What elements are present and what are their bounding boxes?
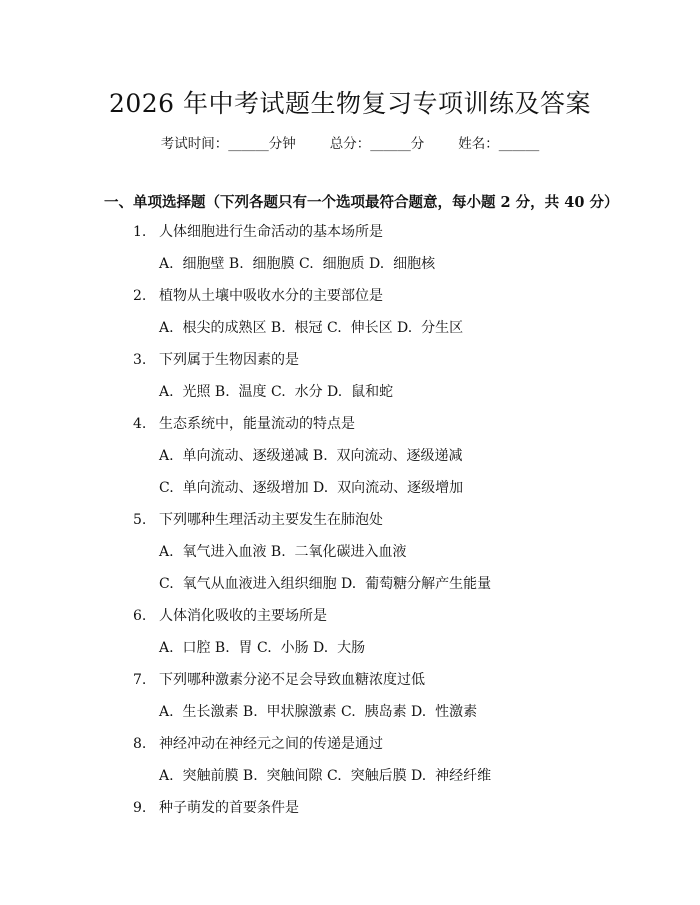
question-stem — [0, 350, 700, 382]
question-options: A. 单向流动、逐级递减 B. 双向流动、逐级递减 — [159, 448, 463, 464]
question-options: A. 生长激素 B. 甲状腺激素 C. 胰岛素 D. 性激素 — [159, 704, 478, 720]
question-item — [0, 350, 700, 414]
question-number: 9. — [133, 800, 147, 816]
question-stem — [0, 414, 700, 446]
question-item — [0, 734, 700, 798]
question-number: 7. — [133, 672, 147, 688]
question-options: A. 突触前膜 B. 突触间隙 C. 突触后膜 D. 神经纤维 — [159, 768, 492, 784]
question-stem — [0, 222, 700, 254]
question-number: 4. — [133, 416, 147, 432]
question-text: 下列属于生物因素的是 — [159, 352, 299, 368]
question-item — [0, 222, 700, 286]
total-score-field: 总分：______分 — [329, 136, 425, 152]
question-item — [0, 510, 700, 606]
section-title: 一、单项选择题（下列各题只有一个选项最符合题意，每小题 2 分，共 40 分） — [104, 194, 619, 211]
question-options: A. 光照 B. 温度 C. 水分 D. 鼠和蛇 — [159, 384, 394, 400]
question-stem — [0, 734, 700, 766]
page-title: 2026 年中考试题生物复习专项训练及答案 — [108, 89, 592, 118]
question-options: A. 根尖的成熟区 B. 根冠 C. 伸长区 D. 分生区 — [159, 320, 464, 336]
exam-time-field: 考试时间：______分钟 — [160, 136, 296, 152]
question-options: C. 单向流动、逐级增加 D. 双向流动、逐级增加 — [159, 480, 464, 496]
question-number: 2. — [133, 288, 147, 304]
question-text: 种子萌发的首要条件是 — [159, 800, 299, 816]
question-stem — [0, 670, 700, 702]
student-name-field: 姓名：______ — [458, 136, 540, 152]
question-item — [0, 606, 700, 670]
question-stem — [0, 606, 700, 638]
question-options: A. 口腔 B. 胃 C. 小肠 D. 大肠 — [159, 640, 366, 656]
question-options: A. 氧气进入血液 B. 二氧化碳进入血液 — [159, 544, 407, 560]
question-number: 8. — [133, 736, 147, 752]
question-text: 下列哪种激素分泌不足会导致血糖浓度过低 — [159, 672, 425, 688]
question-text: 人体细胞进行生命活动的基本场所是 — [159, 224, 383, 240]
question-text: 神经冲动在神经元之间的传递是通过 — [159, 736, 383, 752]
question-item — [0, 286, 700, 350]
question-item — [0, 414, 700, 510]
question-options: A. 细胞壁 B. 细胞膜 C. 细胞质 D. 细胞核 — [159, 256, 436, 272]
question-stem — [0, 798, 700, 830]
question-stem — [0, 510, 700, 542]
question-number: 6. — [133, 608, 147, 624]
question-item — [0, 670, 700, 734]
question-text: 人体消化吸收的主要场所是 — [159, 608, 327, 624]
question-number: 5. — [133, 512, 147, 528]
question-text: 下列哪种生理活动主要发生在肺泡处 — [159, 512, 383, 528]
exam-meta — [0, 132, 700, 152]
question-text: 生态系统中，能量流动的特点是 — [159, 416, 355, 432]
question-item — [0, 798, 700, 830]
question-options: C. 氧气从血液进入组织细胞 D. 葡萄糖分解产生能量 — [159, 576, 492, 592]
question-list — [0, 222, 700, 830]
question-number: 1. — [133, 224, 147, 240]
question-stem — [0, 286, 700, 318]
question-number: 3. — [133, 352, 147, 368]
question-text: 植物从土壤中吸收水分的主要部位是 — [159, 288, 383, 304]
